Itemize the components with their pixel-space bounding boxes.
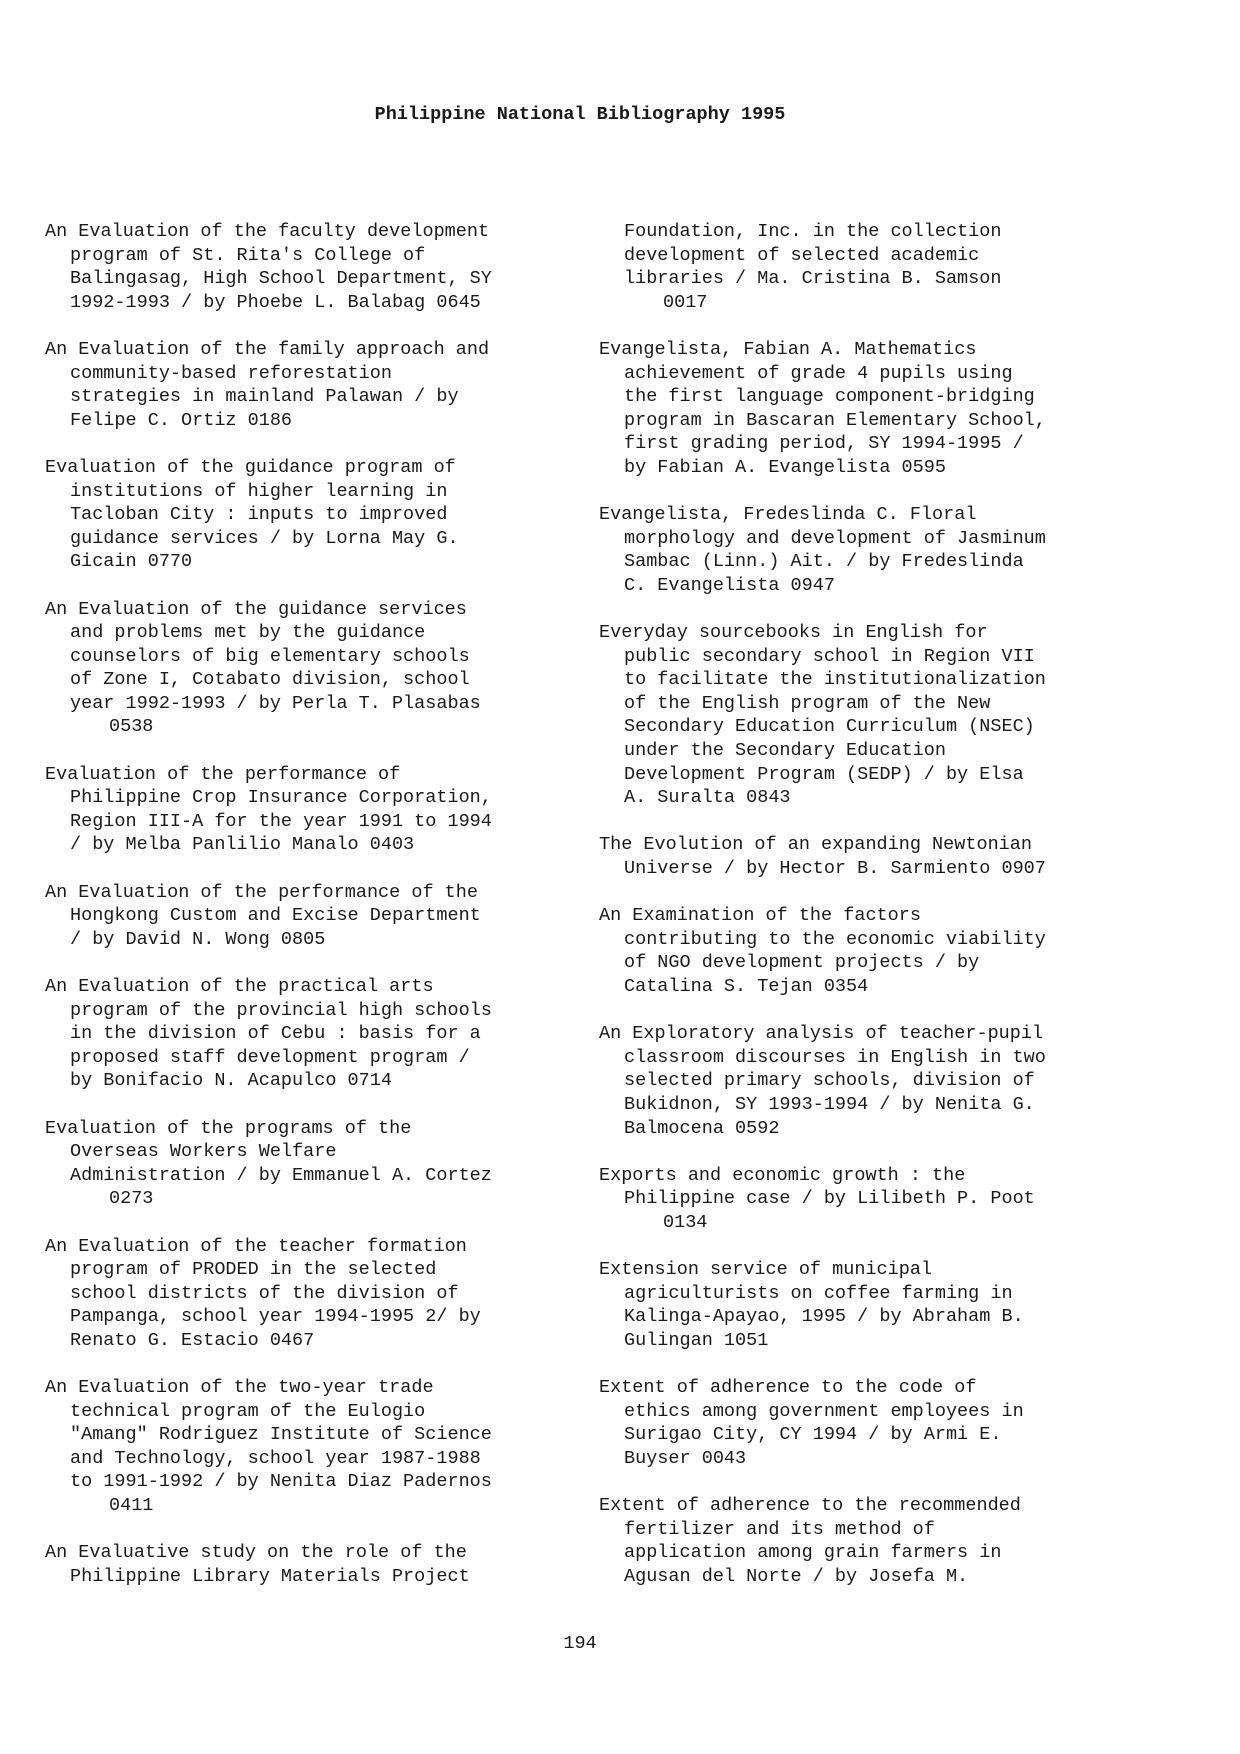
bibliography-entry [599, 503, 1159, 597]
entry-line: by Fabian A. Evangelista 0595 [624, 456, 946, 478]
entry-line: strategies in mainland Palawan / by [70, 386, 459, 408]
entry-line: to 1991-1992 / by Nenita Diaz Padernos [70, 1471, 492, 1493]
left-column [45, 220, 605, 1612]
bibliography-entry [599, 1164, 1159, 1235]
entry-line: An Evaluation of the teacher formation [45, 1235, 467, 1257]
entry-line: program of PRODED in the selected [70, 1259, 437, 1281]
bibliography-entry [45, 763, 605, 857]
entry-line: Balmocena 0592 [624, 1117, 780, 1139]
entry-line: Secondary Education Curriculum (NSEC) [624, 716, 1035, 738]
bibliography-entry [599, 833, 1159, 880]
entry-line: libraries / Ma. Cristina B. Samson [624, 268, 1002, 290]
entry-line: Catalina S. Tejan 0354 [624, 976, 869, 997]
entry-line: Philippine Library Materials Project [70, 1565, 470, 1587]
entry-line: of the English program of the New [624, 692, 991, 714]
entry-line: program of the provincial high schools [70, 999, 492, 1021]
entry-line: program in Bascaran Elementary School, [624, 409, 1046, 431]
entry-line: An Exploratory analysis of teacher-pupil [599, 1023, 1044, 1045]
entry-line: the first language component-bridging [624, 386, 1035, 408]
entry-line: The Evolution of an expanding Newtonian [599, 834, 1032, 856]
entry-line: to facilitate the institutionalization [624, 669, 1046, 691]
bibliography-entry-continuation [599, 220, 1159, 314]
page-number: 194 [563, 1633, 597, 1654]
bibliography-entry [599, 904, 1159, 998]
entry-line: and Technology, school year 1987-1988 [70, 1447, 481, 1469]
entry-line: Universe / by Hector B. Sarmiento 0907 [624, 858, 1046, 880]
entry-line: Extension service of municipal [599, 1259, 933, 1281]
bibliography-entry [45, 1376, 605, 1518]
entry-line: Balingasag, High School Department, SY [70, 268, 492, 290]
right-column [599, 220, 1159, 1612]
entry-line: in the division of Cebu : basis for a [70, 1023, 481, 1045]
entry-line: Extent of adherence to the code of [599, 1377, 977, 1399]
entry-line: Philippine case / by Lilibeth P. Poot [624, 1188, 1035, 1210]
entry-line: public secondary school in Region VII [624, 645, 1035, 667]
entry-line: An Examination of the factors [599, 905, 921, 927]
entry-line: and problems met by the guidance [70, 622, 426, 644]
entry-line: Foundation, Inc. in the collection [624, 221, 1002, 242]
bibliography-entry [599, 621, 1159, 810]
entry-line: Evangelista, Fredeslinda C. Floral [599, 504, 977, 526]
entry-line: agriculturists on coffee farming in [624, 1282, 1013, 1304]
bibliography-entry [45, 881, 605, 952]
entry-line: fertilizer and its method of [624, 1518, 935, 1540]
entry-line: Gulingan 1051 [624, 1329, 769, 1351]
entry-line: 0273 [109, 1188, 154, 1210]
entry-line: Tacloban City : inputs to improved [70, 504, 448, 526]
entry-line: Bukidnon, SY 1993-1994 / by Nenita G. [624, 1093, 1035, 1115]
entry-line: Everyday sourcebooks in English for [599, 622, 988, 644]
entry-line: Evaluation of the programs of the [45, 1117, 412, 1139]
entry-line: 0411 [109, 1495, 154, 1517]
entry-line: Philippine Crop Insurance Corporation, [70, 787, 492, 809]
entry-line: program of St. Rita's College of [70, 244, 426, 266]
entry-line: community-based reforestation [70, 362, 392, 384]
bibliography-entry [45, 598, 605, 740]
entry-line: Region III-A for the year 1991 to 1994 [70, 810, 492, 832]
entry-line: counselors of big elementary schools [70, 645, 470, 667]
entry-line: technical program of the Eulogio [70, 1400, 426, 1422]
entry-line: Hongkong Custom and Excise Department [70, 905, 481, 927]
bibliography-entry [599, 1022, 1159, 1140]
entry-line: Renato G. Estacio 0467 [70, 1329, 315, 1351]
entry-line: Overseas Workers Welfare [70, 1141, 337, 1163]
entry-line: under the Secondary Education [624, 740, 946, 762]
entry-line: Evaluation of the guidance program of [45, 456, 456, 478]
entry-line: Felipe C. Ortiz 0186 [70, 409, 293, 431]
entry-line: guidance services / by Lorna May G. [70, 527, 459, 549]
entry-line: of NGO development projects / by [624, 952, 980, 974]
entry-line: ethics among government employees in [624, 1400, 1024, 1422]
bibliography-entry [599, 1376, 1159, 1470]
bibliography-entry [599, 338, 1159, 480]
entry-line: Pampanga, school year 1994-1995 2/ by [70, 1306, 481, 1328]
bibliography-entry [599, 1258, 1159, 1352]
entry-line: 0017 [663, 291, 708, 313]
entry-line: An Evaluation of the performance of the [45, 881, 478, 903]
entry-line: morphology and development of Jasminum [624, 527, 1046, 549]
entry-line: application among grain farmers in [624, 1542, 1002, 1564]
entry-line: year 1992-1993 / by Perla T. Plasabas [70, 692, 481, 714]
entry-line: Administration / by Emmanuel A. Cortez [70, 1164, 492, 1186]
entry-line: An Evaluation of the practical arts [45, 976, 434, 997]
entry-line: Evangelista, Fabian A. Mathematics [599, 338, 977, 360]
bibliography-entry [45, 1117, 605, 1211]
entry-line: An Evaluation of the faculty development [45, 221, 490, 242]
entry-line: "Amang" Rodriguez Institute of Science [70, 1424, 492, 1446]
bibliography-entry [45, 338, 605, 432]
entry-line: by Bonifacio N. Acapulco 0714 [70, 1070, 392, 1092]
entry-line: An Evaluation of the guidance services [45, 598, 467, 620]
entry-line: Exports and economic growth : the [599, 1164, 966, 1186]
entry-line: Surigao City, CY 1994 / by Armi E. [624, 1424, 1002, 1446]
entry-line: selected primary schools, division of [624, 1070, 1035, 1092]
entry-line: achievement of grade 4 pupils using [624, 362, 1013, 384]
entry-line: 0538 [109, 716, 154, 738]
entry-line: 1992-1993 / by Phoebe L. Balabag 0645 [70, 291, 481, 313]
bibliography-entry [599, 1494, 1159, 1588]
entry-line: / by Melba Panlilio Manalo 0403 [70, 834, 415, 856]
entry-line: school districts of the division of [70, 1282, 459, 1304]
entry-line: development of selected academic [624, 244, 980, 266]
entry-line: A. Suralta 0843 [624, 787, 791, 809]
entry-line: / by David N. Wong 0805 [70, 928, 326, 950]
entry-line: contributing to the economic viability [624, 928, 1046, 950]
bibliography-entry [45, 220, 605, 314]
entry-line: Development Program (SEDP) / by Elsa [624, 763, 1024, 785]
entry-line: Kalinga-Apayao, 1995 / by Abraham B. [624, 1306, 1024, 1328]
entry-line: classroom discourses in English in two [624, 1046, 1046, 1068]
entry-line: An Evaluation of the family approach and [45, 338, 490, 360]
entry-line: Buyser 0043 [624, 1447, 747, 1469]
entry-line: Sambac (Linn.) Ait. / by Fredeslinda [624, 551, 1024, 573]
bibliography-entry [45, 975, 605, 1093]
entry-line: of Zone I, Cotabato division, school [70, 669, 470, 691]
entry-line: Extent of adherence to the recommended [599, 1495, 1021, 1517]
entry-line: Agusan del Norte / by Josefa M. [624, 1565, 969, 1587]
entry-line: Evaluation of the performance of [45, 763, 401, 785]
bibliography-entry [45, 1235, 605, 1353]
entry-line: proposed staff development program / [70, 1046, 470, 1068]
entry-line: institutions of higher learning in [70, 480, 448, 502]
bibliography-entry [45, 1541, 605, 1588]
entry-line: Gicain 0770 [70, 551, 193, 573]
entry-line: 0134 [663, 1211, 708, 1233]
entry-line: C. Evangelista 0947 [624, 574, 835, 596]
page-title: Philippine National Bibliography 1995 [374, 104, 786, 125]
entry-line: An Evaluative study on the role of the [45, 1542, 467, 1564]
entry-line: first grading period, SY 1994-1995 / [624, 433, 1024, 455]
bibliography-entry [45, 456, 605, 574]
entry-line: An Evaluation of the two-year trade [45, 1377, 434, 1399]
